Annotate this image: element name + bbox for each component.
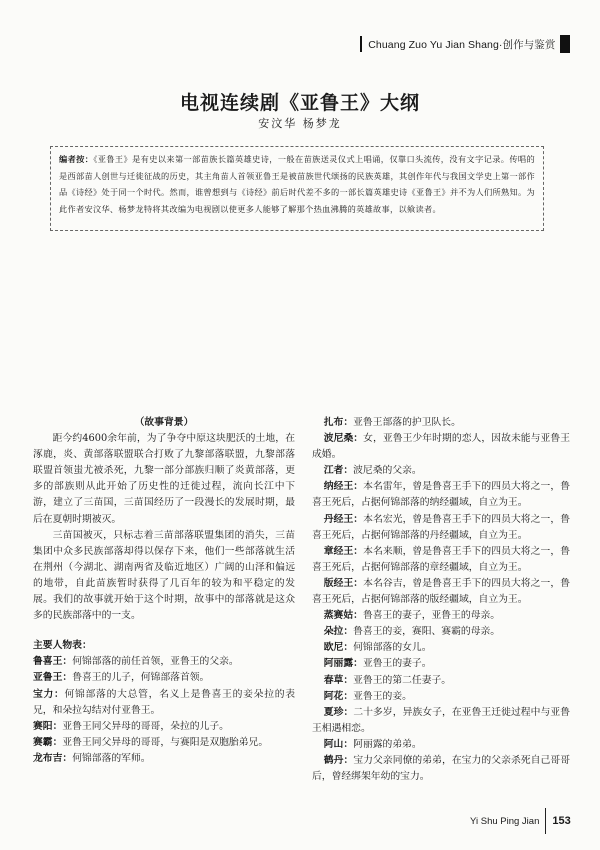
running-header <box>360 35 570 53</box>
story-paragraph-1: 距今约4600余年前，为了争夺中原这块肥沃的土地，在涿鹿，炎、黄部落联盟联合打败了九黎部落联盟，九黎部落联盟首领蚩尤被杀死，九黎一部分部族归顺了炎黄部落，更多的部族则从此开始了历史性的迁徙过程，流向长江中下游，建立了三苗国，三苗国经历了一段漫长的发展时期，最后在夏朝时期被灭。 <box>33 433 295 525</box>
character-desc: 亚鲁王的第二任妻子。 <box>353 674 452 686</box>
character-name: 江者： <box>323 465 354 477</box>
editor-note-paragraph <box>59 151 535 217</box>
character-entry <box>312 415 570 431</box>
character-desc: 鲁喜王的妾，赛阳、赛霸的母亲。 <box>353 626 501 638</box>
character-name: 丹经王： <box>323 513 364 525</box>
header-section-title: Chuang Zuo Yu Jian Shang·创作与鉴赏 <box>368 38 556 51</box>
character-entry <box>33 751 295 767</box>
story-paragraph-2: 三苗国被灭，只标志着三苗部落联盟集团的消失，三苗集团中众多民族部落却得以保存下来，他们一些部落就生活在荆州（今湖北、湖南两省及临近地区）广阔的山泽和偏远的地带，自此苗族暂时获得了几百年的较为和平稳定的发展。我们的故事就开始于这个时期，故事中的部落就是这众多的民族部落中的一支。 <box>33 529 295 622</box>
character-name: 鲁喜王： <box>33 656 73 668</box>
character-entry <box>33 735 295 751</box>
character-entry <box>312 431 570 463</box>
character-name: 亚鲁王： <box>33 672 73 684</box>
character-desc: 何锦部落的军师。 <box>72 752 151 764</box>
character-desc: 亚鲁王同父异母的哥哥，与赛阳是双胞胎弟兄。 <box>62 736 269 748</box>
character-desc: 二十多岁，异族女子，在亚鲁王迁徙过程中与亚鲁王相遇相恋。 <box>312 706 571 734</box>
character-entry <box>312 608 570 624</box>
character-name: 波尼桑： <box>323 433 364 445</box>
character-desc: 鲁喜王的儿子，何锦部落首领。 <box>72 672 210 684</box>
character-desc: 女，亚鲁王少年时期的恋人，因故未能与亚鲁王成婚。 <box>312 433 571 461</box>
character-name: 朵拉： <box>323 626 354 638</box>
character-entry <box>312 512 570 544</box>
character-desc: 本名来顺，曾是鲁喜王手下的四员大将之一，鲁喜王死后，占据何锦部落的章经疆域，自立为王。 <box>312 545 571 573</box>
character-name: 版经王： <box>323 577 364 589</box>
character-entry <box>312 479 570 511</box>
character-entry <box>312 737 570 753</box>
character-desc: 亚鲁王部落的护卫队长。 <box>353 417 461 428</box>
character-entry <box>33 654 295 670</box>
character-name: 宝力： <box>33 688 65 700</box>
article-title: 电视连续剧《亚鲁王》大纲 <box>179 92 420 114</box>
character-desc: 本名宏光，曾是鲁喜王手下的四员大将之一，鲁喜王死后，占据何锦部落的丹经疆域，自立为王。 <box>312 513 571 541</box>
character-entry <box>312 673 570 689</box>
character-desc: 何锦部落的女儿。 <box>353 642 432 654</box>
right-column <box>312 415 570 785</box>
character-entry <box>312 544 570 576</box>
editor-note-text: 《亚鲁王》是有史以来第一部苗族长篇英雄史诗，一般在苗族送灵仪式上唱诵，仅靠口头流传，没有文字记录。传唱的是西部苗人创世与迁徙征战的历史，其主角苗人首领亚鲁王是被苗族世代颂扬的民族英雄，其创作年代与我国文学史上第一部作品《诗经》处于同一个时代。然而，谁曾想到与《诗经》前后时代差不多的一部长篇英雄史诗《亚鲁王》并不为人们所熟知。为此作者安汶华、杨梦龙特将其改编为电视剧以使更多人能够了解那个热血沸腾的英雄故事，以飨读者。 <box>59 154 535 214</box>
character-entry <box>312 463 570 479</box>
character-desc: 波尼桑的父亲。 <box>353 465 422 477</box>
character-desc: 本名雷年，曾是鲁喜王手下的四员大将之一，鲁喜王死后，占据何锦部落的纳经疆域，自立为王。 <box>312 481 571 509</box>
character-name: 龙布吉： <box>33 752 73 764</box>
character-name: 章经王： <box>323 545 364 557</box>
editor-note-box <box>50 146 544 231</box>
character-entry <box>312 705 570 737</box>
character-name: 蒸赛姑： <box>323 610 363 622</box>
character-entry <box>312 689 570 705</box>
editor-note-label: 编者按： <box>59 154 94 164</box>
character-entry <box>312 640 570 656</box>
header-right-block <box>560 35 571 53</box>
character-entry <box>312 624 570 640</box>
character-name: 阿丽露： <box>323 658 363 670</box>
left-column <box>33 415 295 767</box>
section-spacer <box>33 624 295 638</box>
character-entry <box>312 576 570 608</box>
character-entry <box>33 687 295 719</box>
character-name: 阿山： <box>323 738 354 750</box>
character-desc: 亚鲁王的妻子。 <box>362 658 432 670</box>
article-authors: 安汶华 杨梦龙 <box>258 117 342 130</box>
journal-name: Yi Shu Ping Jian <box>470 815 540 827</box>
character-desc: 何锦部落的前任首领，亚鲁王的父亲。 <box>72 656 239 668</box>
character-name: 夏珍： <box>323 706 354 718</box>
character-entry <box>312 753 570 785</box>
character-desc: 亚鲁王同父异母的哥哥，朵拉的儿子。 <box>62 720 229 732</box>
character-desc: 何锦部落的大总管，名义上是鲁喜王的妾朵拉的表兄，和朵拉勾结对付亚鲁王。 <box>33 688 296 716</box>
character-name: 欧尼： <box>323 642 354 654</box>
character-entry <box>33 670 295 686</box>
page-number: 153 <box>552 815 571 827</box>
character-name: 鹤丹： <box>323 754 354 766</box>
character-name: 赛阳： <box>33 720 63 732</box>
footer-separator <box>545 808 546 834</box>
character-desc: 鲁喜王的妻子，亚鲁王的母亲。 <box>362 610 501 622</box>
characters-heading: 主要人物表： <box>33 640 92 652</box>
character-entry <box>312 656 570 672</box>
page-footer <box>470 808 571 834</box>
character-name: 春草： <box>323 674 354 686</box>
character-entry <box>33 719 295 735</box>
character-desc: 本名谷吉，曾是鲁喜王手下的四员大将之一，鲁喜王死后，占据何锦部落的版经疆域，自立为王。 <box>312 577 571 606</box>
character-desc: 亚鲁王的妾。 <box>353 690 412 702</box>
story-background-heading: （故事背景） <box>134 417 194 428</box>
character-name: 扎布： <box>323 417 354 428</box>
header-left-bar <box>360 36 362 52</box>
character-name: 赛霸： <box>33 736 63 748</box>
character-name: 纳经王： <box>323 481 364 493</box>
character-desc: 宝力父亲同僚的弟弟，在宝力的父亲杀死自己哥哥后，曾经绑架年幼的宝力。 <box>312 754 571 783</box>
character-desc: 阿丽露的弟弟。 <box>353 738 422 750</box>
character-name: 阿花： <box>323 690 354 702</box>
